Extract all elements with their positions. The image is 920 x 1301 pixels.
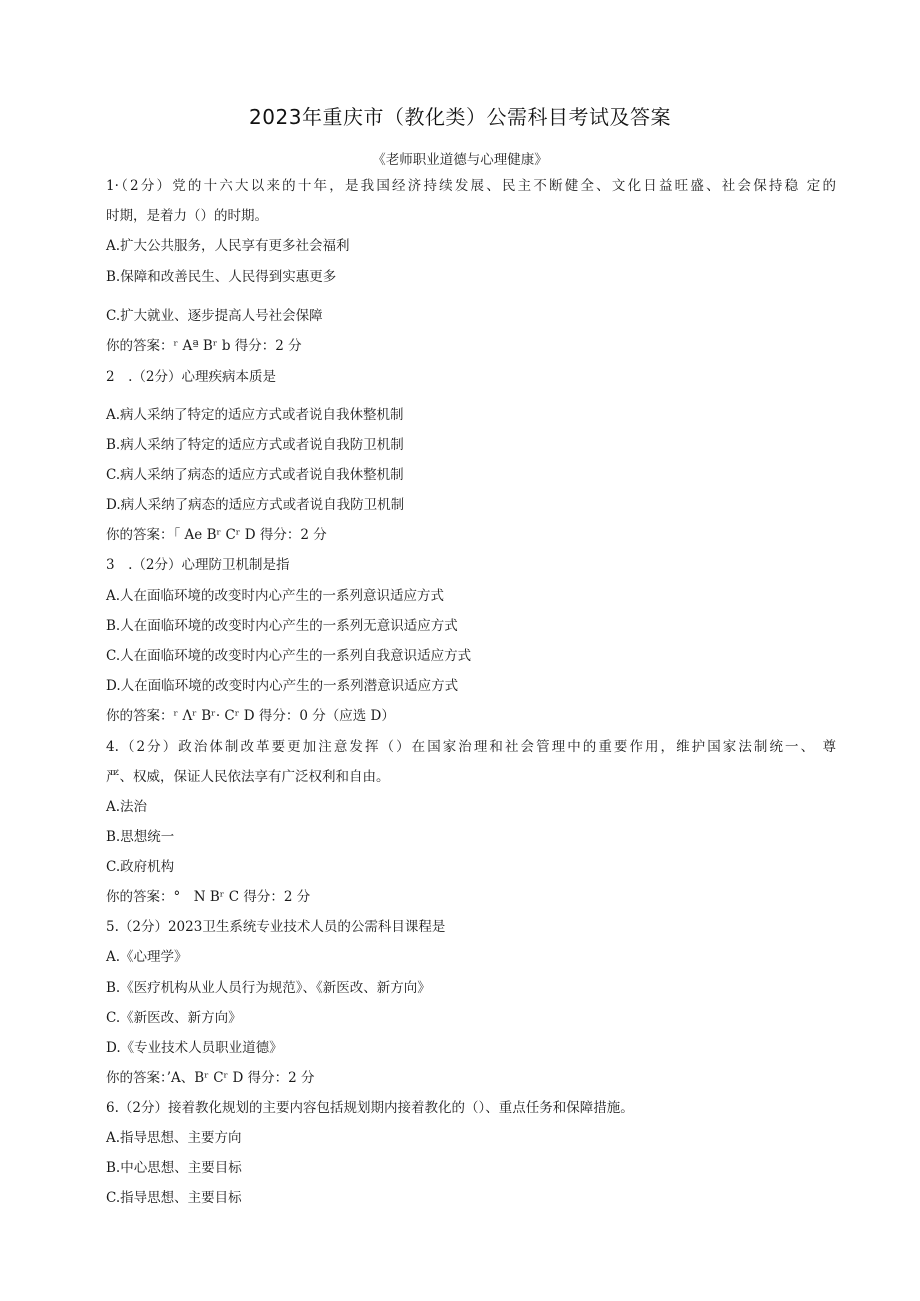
answer-line: 你的答案：「 Ae Bʳ Cʳ D 得分：2 分 [106,527,327,543]
question-5-text: 5.（2分）2023卫生系统专业技术人员的公需科目课程是 [106,919,446,935]
option-line: A.人在面临环境的改变时内心产生的一系列意识适应方式 [106,588,445,604]
question-1-text: 1·（2分）党的十六大以来的十年，是我国经济持续发展、民主不断健全、文化日益旺盛、社会保持稳 定的 [106,178,836,194]
option-line: A.指导思想、主要方向 [106,1130,242,1146]
question-3-text: 3 .（2分）心理防卫机制是指 [106,557,290,573]
option-line: C.病人采纳了病态的适应方式或者说自我休整机制 [106,467,404,483]
option-line: C.扩大就业、逐步提高人号社会保障 [106,308,323,324]
option-line: A.法治 [106,799,148,815]
question-2-text: 2 .（2分）心理疾病本质是 [106,369,276,385]
question-6-text: 6.（2分）接着教化规划的主要内容包括规划期内接着教化的（）、重点任务和保障措施。 [106,1100,634,1116]
option-line: C.指导思想、主要目标 [106,1190,242,1206]
answer-line: 你的答案：ʳ Λʳ Bʳ· Cʳ D 得分：0 分（应选 D） [106,708,395,724]
option-line: A.《心理学》 [106,949,188,965]
option-line: B.思想统一 [106,829,175,845]
option-line: C.人在面临环境的改变时内心产生的一系列自我意识适应方式 [106,648,472,664]
document-subtitle: 《老师职业道德与心理健康》 [372,152,548,168]
option-line: B.保障和改善民生、人民得到实惠更多 [106,269,337,285]
option-line: D.《专业技术人员职业道德》 [106,1040,283,1056]
question-4-text-cont: 严、权威，保证人民依法享有广泛权利和自由。 [106,769,390,785]
option-line: C.《新医改、新方向》 [106,1010,242,1026]
option-line: D.病人采纳了病态的适应方式或者说自我防卫机制 [106,497,405,513]
answer-line: 你的答案：° N Bʳ C 得分：2 分 [106,889,311,905]
answer-line: 你的答案：ʳ Aª Bʳ b 得分：2 分 [106,338,302,354]
option-line: D.人在面临环境的改变时内心产生的一系列潜意识适应方式 [106,678,459,694]
question-1-text-cont: 时期，是着力（）的时期。 [106,208,268,224]
question-4-text: 4.（2分）政治体制改革要更加注意发挥（）在国家治理和社会管理中的重要作用，维护国家法制统一、 尊 [106,739,836,755]
option-line: B.《医疗机构从业人员行为规范》、《新医改、新方向》 [106,980,431,996]
option-line: B.中心思想、主要目标 [106,1160,242,1176]
option-line: B.人在面临环境的改变时内心产生的一系列无意识适应方式 [106,618,458,634]
option-line: A.扩大公共服务，人民享有更多社会福利 [106,238,350,254]
answer-line: 你的答案：’A、Bʳ Cʳ D 得分：2 分 [106,1070,315,1086]
document-title: 2023年重庆市（教化类）公需科目考试及答案 [249,105,671,129]
option-line: C.政府机构 [106,859,175,875]
option-line: B.病人采纳了特定的适应方式或者说自我防卫机制 [106,437,404,453]
option-line: A.病人采纳了特定的适应方式或者说自我休整机制 [106,407,404,423]
